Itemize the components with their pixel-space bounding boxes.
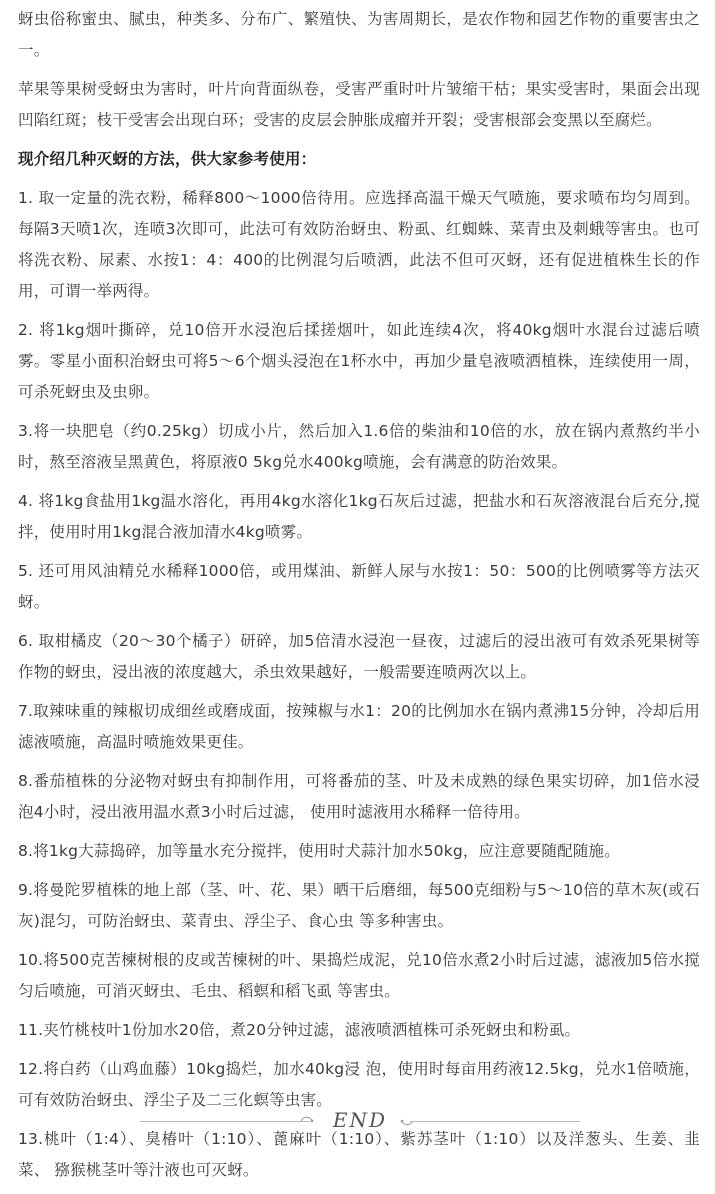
end-divider-left-line [140, 1121, 310, 1122]
end-divider-right-line [410, 1121, 580, 1122]
intro-paragraph: 蚜虫俗称蜜虫、腻虫，种类多、分布广、繁殖快、为害周期长，是农作物和园艺作物的重要害虫之一。 [18, 10, 700, 59]
method-item-8b: 8.将1kg大蒜捣碎，加等量水充分搅拌，使用时犬蒜汁加水50kg，应注意要随配随施。 [18, 842, 620, 860]
end-label: END [332, 1108, 388, 1132]
methods-heading: 现介绍几种灭蚜的方法，供大家参考使用： [18, 150, 317, 168]
method-item-4: 4. 将1kg食盐用1kg温水溶化，再用4kg水溶化1kg石灰后过滤，把盐水和石灰溶液混台后充分,搅拌，使用时用1kg混合液加清水4kg喷雾。 [18, 492, 700, 541]
article-body [18, 4, 700, 1194]
method-item-13: 13.桃叶（1:4）、臭椿叶（1:10）、蓖麻叶（1:10）、紫苏茎叶（1:10）以及洋葱头、生姜、韭菜、 猕猴桃茎叶等汁液也可灭蚜。 [18, 1130, 700, 1179]
method-item-5: 5. 还可用风油精兑水稀释1000倍，或用煤油、新鲜人尿与水按1：50：500的比例喷雾等方法灭蚜。 [18, 562, 700, 611]
flourish-left-icon [300, 1114, 314, 1128]
method-item-2: 2. 将1kg烟叶撕碎，兑10倍开水浸泡后揉搓烟叶，如此连续4次，将40kg烟叶水混台过滤后喷雾。零星小面积治蚜虫可将5～6个烟头浸泡在1杯水中，再加少量皂液喷洒植株，连续使用一周，可杀死蚜虫及虫卵。 [18, 321, 700, 401]
end-divider [0, 1108, 715, 1134]
method-item-10: 10.将500克苦楝树根的皮或苦楝树的叶、果捣烂成泥，兑10倍水煮2小时后过滤，滤液加5倍水搅匀后喷施，可消灭蚜虫、毛虫、稻螟和稻飞虱 等害虫。 [18, 951, 700, 1000]
method-item-8: 8.番茄植株的分泌物对蚜虫有抑制作用，可将番茄的茎、叶及未成熟的绿色果实切碎，加1倍水浸泡4小时，浸出液用温水煮3小时后过滤， 使用时滤液用水稀释一倍待用。 [18, 772, 700, 821]
damage-paragraph: 苹果等果树受蚜虫为害时，叶片向背面纵卷，受害严重时叶片皱缩干枯；果实受害时，果面会出现凹陷红斑；枝干受害会出现白环；受害的皮层会肿胀成瘤并开裂；受害根部会变黑以至腐烂。 [18, 80, 700, 129]
method-item-1: 1. 取一定量的洗衣粉，稀释800～1000倍待用。应选择高温干燥天气喷施，要求喷布均匀周到。每隔3天喷1次，连喷3次即可，此法可有效防治蚜虫、粉虱、红蜘蛛、菜青虫及刺蛾等害虫。也可将洗衣粉、尿素、水按1：4：400的比例混匀后喷洒，此法不但可灭蚜，还有促进植株生长的作用，可谓一举两得。 [18, 189, 700, 300]
method-item-6: 6. 取柑橘皮（20～30个橘子）研碎，加5倍清水浸泡一昼夜，过滤后的浸出液可有效杀死果树等作物的蚜虫，浸出液的浓度越大，杀虫效果越好，一般需要连喷两次以上。 [18, 632, 700, 681]
method-item-9: 9.将曼陀罗植株的地上部（茎、叶、花、果）晒干后磨细，每500克细粉与5～10倍的草木灰(或石灰)混匀，可防治蚜虫、菜青虫、浮尘子、食心虫 等多种害虫。 [18, 881, 700, 930]
method-item-7: 7.取辣味重的辣椒切成细丝或磨成面，按辣椒与水1：20的比例加水在锅内煮沸15分钟，冷却后用滤液喷施，高温时喷施效果更佳。 [18, 702, 700, 751]
method-item-12: 12.将白药（山鸡血藤）10kg捣烂，加水40kg浸 泡，使用时每亩用药液12.5kg，兑水1倍喷施，可有效防治蚜虫、浮尘子及二三化螟等虫害。 [18, 1060, 700, 1109]
method-item-3: 3.将一块肥皂（约0.25kg）切成小片，然后加入1.6倍的柴油和10倍的水，放在锅内煮熬约半小时，熬至溶液呈黑黄色，将原液0 5kg兑水400kg喷施，会有满意的防治效果。 [18, 422, 700, 471]
method-item-11: 11.夹竹桃枝叶1份加水20倍，煮20分钟过滤，滤液喷洒植株可杀死蚜虫和粉虱。 [18, 1021, 581, 1039]
